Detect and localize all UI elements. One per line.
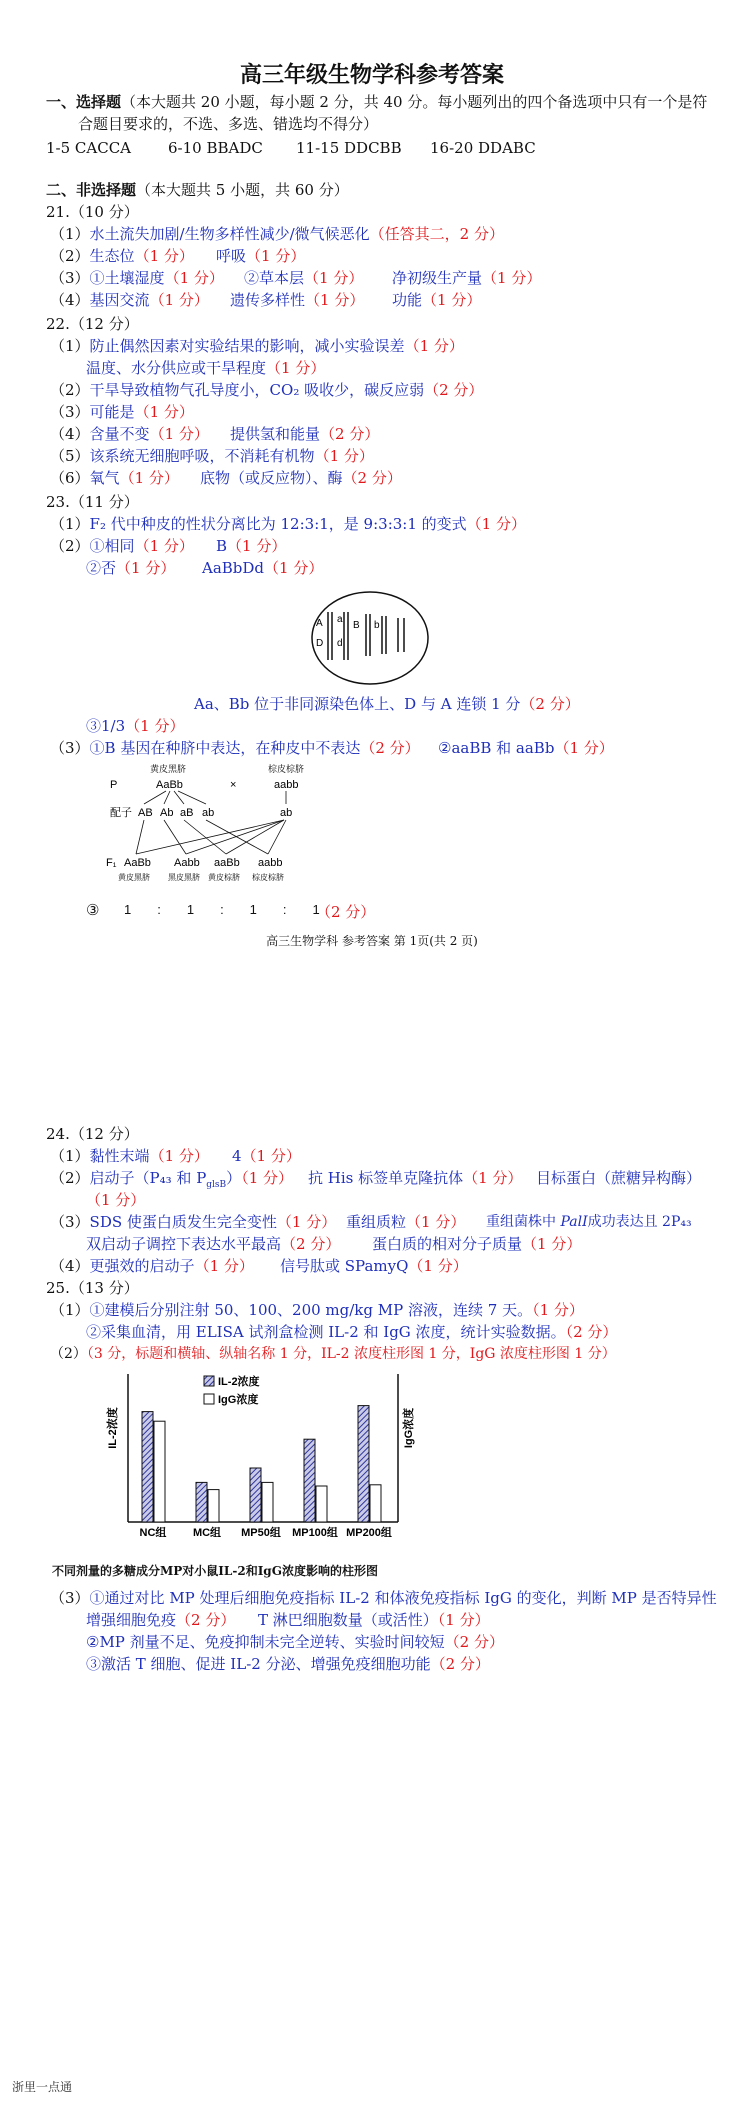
score: （2 分） — [342, 469, 402, 487]
gamete-1: AB — [138, 807, 153, 819]
q21-line3b — [244, 268, 363, 288]
f1-phenotype: 黄皮黑脐 — [118, 873, 150, 882]
gamete-lines — [144, 791, 286, 804]
score: （1 分） — [276, 1213, 337, 1231]
item-num: （4） — [50, 425, 90, 443]
score: （1 分） — [304, 269, 364, 287]
q24-line4b — [280, 1256, 468, 1276]
f1-genotype: aabb — [258, 857, 283, 869]
q25-line3c — [258, 1610, 490, 1630]
q25-line3b — [86, 1610, 235, 1630]
part1-desc-line2: 合题目要求的，不选、多选、错选均不得分） — [78, 115, 379, 133]
q25-line3e — [86, 1654, 490, 1674]
bar-igg — [262, 1482, 273, 1522]
answer-text: B — [216, 537, 228, 555]
gamete-label: 配子 — [110, 807, 132, 819]
q22-line5 — [50, 446, 374, 466]
answer-text: 水土流失加剧/生物多样性减少/微气候恶化 — [89, 225, 370, 243]
score: （1 分） — [119, 469, 179, 487]
y-axis-label-right: IgG浓度 — [403, 1407, 415, 1449]
answer-text: ①建模后分别注射 50、100、200 mg/kg MP 溶液，连续 7 天。 — [89, 1301, 533, 1319]
answer-text: 干旱导致植物气孔导度小，CO₂ 吸收少，碳反应弱 — [89, 381, 425, 399]
score: （1 分） — [406, 1213, 466, 1231]
score: （1 分） — [134, 403, 194, 421]
gene-label: d — [337, 638, 343, 649]
q23-line3 — [50, 738, 420, 758]
answer-text: ②aaBB 和 aaBb — [438, 739, 555, 757]
answer-text: T 淋巴细胞数量（或活性） — [258, 1611, 438, 1629]
score: （1 分） — [437, 1611, 490, 1629]
part1-answer-1: 1-5 CACCA — [46, 139, 132, 157]
answer-text: PalI — [560, 1214, 588, 1230]
q24-line3b — [346, 1212, 465, 1232]
x-tick-label: MP50组 — [241, 1527, 281, 1539]
answer-text: 温度、水分供应或干旱程度 — [86, 359, 267, 377]
item-num: （2） — [50, 381, 90, 399]
q24-line1b — [232, 1146, 301, 1166]
q23-line2c — [86, 558, 175, 578]
fertilization-lines — [136, 820, 286, 854]
score: （2 分） — [520, 695, 580, 713]
q23-line2e — [194, 694, 580, 714]
score: （1 分） — [164, 269, 224, 287]
score: （2 分） — [176, 1611, 236, 1629]
answer-text: ③激活 T 细胞、促进 IL-2 分泌、增强免疫细胞功能 — [86, 1655, 431, 1673]
gamete-3: aB — [180, 807, 194, 819]
answer-text: 启动子（P₄₃ 和 P — [89, 1169, 207, 1187]
score: （1 分） — [305, 291, 365, 309]
bar-igg — [208, 1490, 219, 1522]
part2-desc: （本大题共 5 小题，共 60 分） — [136, 181, 349, 199]
item-num: （3） — [50, 269, 90, 287]
q23-ratio-num: ③ — [86, 901, 100, 919]
q24-line4 — [50, 1256, 254, 1276]
answer-text: 遗传多样性 — [230, 291, 306, 309]
page-footer: 高三生物学科 参考答案 第 1页(共 2 页) — [266, 934, 478, 948]
item-num: （3） — [50, 1213, 90, 1231]
score: （2 分） — [424, 381, 484, 399]
answer-text: 含量不变 — [89, 425, 150, 443]
score: （3 分，标题和横轴、纵轴名称 1 分，IL-2 浓度柱形图 1 分，IgG 浓度柱形图 1 分） — [86, 1346, 616, 1362]
answer-text: AaBbDd — [202, 559, 265, 577]
x-tick-label: MP100组 — [292, 1527, 338, 1539]
answer-text: 基因交流 — [89, 291, 150, 309]
score: （1 分） — [554, 739, 614, 757]
item-num: （1） — [50, 1147, 90, 1165]
p-label: P — [110, 779, 118, 791]
score: （1 分） — [404, 337, 464, 355]
gene-label: D — [316, 638, 324, 649]
answer-text: 生态位 — [89, 247, 135, 265]
score: （1 分） — [134, 537, 194, 555]
item-num: （1） — [50, 225, 90, 243]
item-num: （4） — [50, 291, 90, 309]
score: （2 分） — [360, 739, 420, 757]
q23-ratio: 1 : 1 : 1 : 1 — [124, 902, 320, 917]
answer-text: 信号肽或 SPamyQ — [280, 1257, 409, 1275]
answer-text: 抗 His 标签单克隆抗体 — [308, 1169, 464, 1187]
answer-text: 底物（或反应物）、酶 — [200, 469, 343, 487]
y-axis-label-left: IL-2浓度 — [107, 1407, 119, 1449]
q22-line1b — [86, 358, 325, 378]
answer-text: ①相同 — [89, 537, 135, 555]
q23-number: 23.（11 分） — [46, 493, 139, 511]
part2-heading: 二、非选择题 — [46, 181, 137, 199]
score: （1 分） — [482, 269, 542, 287]
q22-line3 — [50, 402, 194, 422]
q23-line1 — [50, 514, 526, 534]
answer-text: 成功表达且 2P₄₃ — [587, 1214, 692, 1230]
score: （1 分） — [227, 537, 287, 555]
page-title: 高三年级生物学科参考答案 — [239, 62, 504, 88]
p1-genotype: AaBb — [156, 779, 183, 791]
score: （1 分） — [149, 1147, 209, 1165]
p1-phenotype: 黄皮黑脐 — [150, 764, 187, 774]
answer-text: SDS 使蛋白质发生完全变性 — [89, 1213, 277, 1231]
p2-genotype: aabb — [274, 779, 299, 791]
answer-text: ②MP 剂量不足、免疫抑制未完全逆转、实验时间较短 — [86, 1633, 445, 1651]
answer-text: ①B 基因在种脐中表达，在种皮中不表达 — [89, 739, 361, 757]
score: （1 分） — [116, 559, 176, 577]
gene-label: A — [316, 618, 323, 629]
watermark: 浙里一点通 — [12, 2080, 73, 2094]
answer-text: 氧气 — [89, 469, 120, 487]
part1-answer-2: 6-10 BBADC — [168, 139, 263, 157]
item-num: （2） — [50, 1169, 90, 1187]
q23-line3b — [438, 738, 614, 758]
item-num: （6） — [50, 469, 90, 487]
score: （1 分） — [532, 1301, 584, 1319]
item-num: （1） — [50, 515, 90, 533]
answer-text: ①通过对比 MP 处理后细胞免疫指标 IL-2 和体液免疫指标 IgG 的变化，判断 MP 是否特异性 — [89, 1589, 717, 1607]
chart-title: 不同剂量的多糖成分MP对小鼠IL-2和IgG浓度影响的柱形图 — [52, 1564, 378, 1578]
score: （2 分） — [565, 1323, 618, 1341]
item-num: （1） — [50, 337, 90, 355]
q21-line1 — [50, 224, 504, 244]
score: （2 分） — [320, 425, 380, 443]
bar-igg — [154, 1421, 165, 1522]
item-num: （5） — [50, 447, 90, 465]
gene-label: B — [353, 620, 360, 631]
bar-il2 — [142, 1412, 153, 1522]
item-num: （2） — [50, 537, 90, 555]
part1-desc: （本大题共 20 小题，每小题 2 分，共 40 分。每小题列出的四个备选项中只有一个是符 — [121, 93, 708, 111]
item-num: （3） — [50, 1589, 90, 1607]
legend-swatch-igg — [204, 1394, 214, 1404]
answer-text: 可能是 — [89, 403, 135, 421]
cell-chromosome-diagram — [308, 588, 438, 688]
q24-line3 — [50, 1212, 336, 1232]
answer-text: 功能 — [392, 291, 423, 309]
q24-line2b — [308, 1168, 522, 1188]
score: （1 分） — [266, 359, 326, 377]
answer-text: 双启动子调控下表达水平最高 — [86, 1235, 282, 1253]
part1-answer-4: 16-20 DDABC — [430, 139, 536, 157]
q25-line2 — [50, 1344, 616, 1364]
q23-line2f — [86, 716, 184, 736]
bar-il2 — [358, 1406, 369, 1522]
q24-line2c: 目标蛋白（蔗糖异构酶） — [536, 1169, 702, 1187]
q22-line4b — [230, 424, 379, 444]
q25-line3d — [86, 1632, 504, 1652]
f1-genotype: aaBb — [214, 857, 240, 869]
item-num: （3） — [50, 403, 90, 421]
answer-text: 提供氢和能量 — [230, 425, 321, 443]
score: （1 分） — [149, 425, 209, 443]
x-tick-label: NC组 — [139, 1527, 167, 1539]
item-num: （1） — [50, 1301, 90, 1319]
q24-line3e — [372, 1234, 581, 1254]
score: （1 分） — [408, 1257, 468, 1275]
answer-text: F₂ 代中种皮的性状分离比为 12:3:1，是 9:3:3:1 的变式 — [89, 515, 467, 533]
q22-number: 22.（12 分） — [46, 315, 139, 333]
q21-line3 — [50, 268, 224, 288]
answer-text: 净初级生产量 — [392, 269, 483, 287]
score: （2 分） — [281, 1235, 341, 1253]
answer-text: ） — [226, 1169, 242, 1187]
f1-label: F₁ — [106, 857, 117, 869]
q25-number: 25.（13 分） — [46, 1279, 139, 1297]
answer-text: 蛋白质的相对分子质量 — [372, 1235, 523, 1253]
f1-genotype: AaBb — [124, 857, 151, 869]
q25-line3 — [50, 1588, 717, 1608]
score: （1 分） — [134, 247, 194, 265]
genetic-cross-diagram — [100, 762, 330, 902]
item-num: （2） — [50, 247, 90, 265]
answer-text: 4 — [232, 1147, 242, 1165]
q21-line4 — [50, 290, 209, 310]
score: （1 分） — [241, 1169, 293, 1187]
q24-number: 24.（12 分） — [46, 1125, 139, 1143]
answer-text: 该系统无细胞呼吸，不消耗有机物 — [89, 447, 315, 465]
subscript: glsB — [206, 1180, 227, 1190]
gamete-4: ab — [202, 807, 215, 819]
answer-text: 增强细胞免疫 — [86, 1611, 177, 1629]
score: （1 分） — [522, 1235, 582, 1253]
q24-line1 — [50, 1146, 209, 1166]
score: （2 分） — [444, 1633, 504, 1651]
answer-text: 重组质粒 — [346, 1213, 407, 1231]
q24-line3c — [486, 1212, 692, 1232]
answer-text: 重组菌株中 — [486, 1214, 561, 1230]
part1-answer-3: 11-15 DDCBB — [296, 139, 402, 157]
answer-text: 呼吸 — [216, 247, 247, 265]
answer-text: 更强效的启动子 — [89, 1257, 195, 1275]
f1-phenotype: 黑皮黑脐 — [168, 873, 200, 882]
legend-swatch-il2 — [204, 1376, 214, 1386]
score: （1 分） — [246, 247, 306, 265]
q23-ratio-score: （2 分） — [316, 903, 376, 921]
score: （1 分） — [241, 1147, 301, 1165]
bar-il2 — [196, 1482, 207, 1522]
bar-chart — [96, 1368, 426, 1558]
q24-line2d: （1 分） — [86, 1191, 146, 1209]
answer-text: Aa、Bb 位于非同源染色体上、D 与 A 连锁 1 分 — [194, 695, 521, 713]
score: （1 分） — [149, 291, 209, 309]
q21-line2 — [50, 246, 194, 266]
score: （1 分） — [264, 559, 324, 577]
score: （2 分） — [430, 1655, 490, 1673]
score: （1 分） — [463, 1169, 523, 1187]
bar-igg — [316, 1486, 327, 1522]
q21-line4c — [392, 290, 481, 310]
q25-line1 — [50, 1300, 584, 1320]
f1-phenotype: 黄皮棕脐 — [208, 873, 240, 882]
score: （1 分） — [125, 717, 185, 735]
q23-line2b — [216, 536, 286, 556]
gamete-2: Ab — [160, 807, 174, 819]
legend-label-igg: IgG浓度 — [218, 1394, 259, 1406]
q21-line4b — [230, 290, 364, 310]
answer-text: 黏性末端 — [89, 1147, 150, 1165]
cross-symbol: × — [230, 779, 237, 791]
answer-text: ②采集血清，用 ELISA 试剂盒检测 IL-2 和 IgG 浓度，统计实验数据。 — [86, 1323, 566, 1341]
answer-text: ②否 — [86, 559, 117, 577]
answer-text: ①土壤湿度 — [89, 269, 165, 287]
q22-line6 — [50, 468, 179, 488]
score: （1 分） — [194, 1257, 254, 1275]
answer-text: 防止偶然因素对实验结果的影响，减小实验误差 — [89, 337, 405, 355]
bar-il2 — [304, 1439, 315, 1522]
legend-label-il2: IL-2浓度 — [218, 1376, 260, 1388]
score: （1 分） — [466, 515, 526, 533]
f1-phenotype: 棕皮棕脐 — [252, 873, 284, 882]
q24-line3d — [86, 1234, 340, 1254]
q21-line2b — [216, 246, 305, 266]
score: （任答其二，2 分） — [369, 225, 504, 243]
item-num: （3） — [50, 739, 90, 757]
bar-igg — [370, 1485, 381, 1522]
q23-line2 — [50, 536, 194, 556]
bar-il2 — [250, 1468, 261, 1522]
answer-text: ②草本层 — [244, 269, 305, 287]
q21-line3c — [392, 268, 541, 288]
q22-line6b — [200, 468, 402, 488]
q25-line1b — [86, 1322, 617, 1342]
gamete-p2: ab — [280, 807, 293, 819]
q23-line2d — [202, 558, 323, 578]
gene-label: b — [374, 620, 380, 631]
p2-phenotype: 棕皮棕脐 — [268, 764, 305, 774]
q21-number: 21.（10 分） — [46, 203, 139, 221]
q22-line1 — [50, 336, 464, 356]
score: （1 分） — [314, 447, 374, 465]
q22-line4 — [50, 424, 209, 444]
q22-line2 — [50, 380, 483, 400]
x-tick-label: MC组 — [192, 1527, 222, 1539]
score: （1 分） — [422, 291, 482, 309]
part1-desc-line1 — [46, 92, 707, 112]
answer-text: ③1/3 — [86, 717, 126, 735]
item-num: （2） — [50, 1346, 87, 1362]
f1-genotype: Aabb — [174, 857, 200, 869]
item-num: （4） — [50, 1257, 90, 1275]
part2-heading-line — [46, 180, 349, 200]
part1-heading: 一、选择题 — [46, 93, 122, 111]
gene-label: a — [337, 614, 343, 625]
x-tick-label: MP200组 — [346, 1527, 392, 1539]
